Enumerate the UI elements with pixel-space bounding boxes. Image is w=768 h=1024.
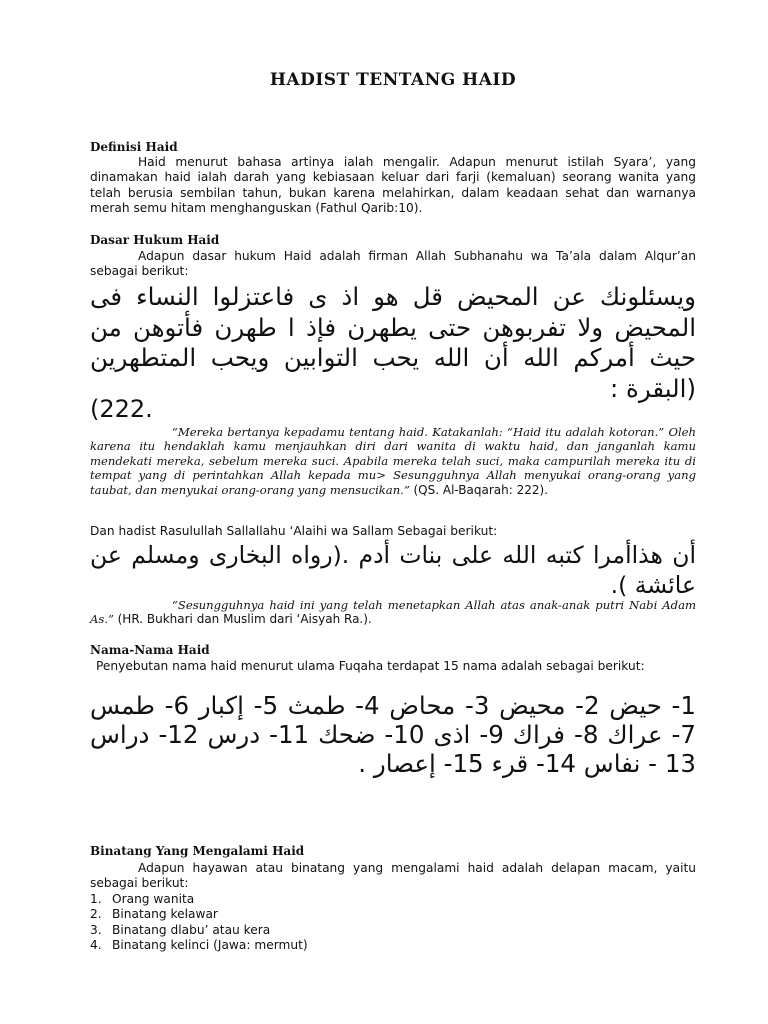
section-heading-nama-nama: Nama-Nama Haid [90, 643, 210, 657]
section-heading-definisi: Definisi Haid [90, 140, 178, 154]
list-item: 1. Orang wanita [90, 892, 195, 906]
list-item: 4. Binatang kelinci (Jawa: mermut) [90, 938, 308, 953]
quran-verse-number: (222. [90, 395, 153, 423]
section-heading-dasar-hukum: Dasar Hukum Haid [90, 233, 220, 247]
hadist-intro-paragraph: Dan hadist Rasulullah Sallallahu ‘Alaihi wa Sallam Sebagai berikut: [90, 524, 498, 538]
quran-reference: (QS. Al-Baqarah: 222). [413, 482, 549, 497]
list-item: 2. Binatang kelawar [90, 907, 218, 922]
hadist-translation-text: “Sesungguhnya haid ini yang telah menetapkan Allah atas anak-anak putri Nabi Adam As.” [90, 598, 696, 627]
quran-verse-arabic: ويسئلونك عن المحيض قل هو اذ ى فاعتزلوا النساء فى المحيض ولا تفربوهن حتى يطهرن فإذ ا طهرن فأتوهن من حيث أمركم الله أن الله يحب التوابين ويحب المتطهرين (البقرة : [90, 282, 696, 403]
section-heading-binatang: Binatang Yang Mengalami Haid [90, 844, 305, 858]
quran-translation-text: “Mereka bertanya kepadamu tentang haid. Katakanlah: “Haid itu adalah kotoran.” Oleh karena itu hendaklah kamu menjauhkan diri dari wanita di waktu haid, dan janganlah kamu mendekati mereka, sebelum mereka suci. Apabila mereka telah suci, maka campurilah mereka itu di tempat yang di perintahkan Allah kepada mu> Sesungguhnya Allah menyukai orang-orang yang taubat, dan menyukai orang-orang yang mensucikan.” [90, 425, 696, 497]
definisi-paragraph: Haid menurut bahasa artinya ialah mengalir. Adapun menurut istilah Syara’, yang dinamakan haid ialah darah yang kebiasaan keluar dari farji (kemaluan) seorang wanita yang telah berusia sembilan tahun, bukan karena melahirkan, dalam keadaan sehat dan warnanya merah semu hitam menghanguskan (Fathul Qarib:10). [90, 155, 696, 216]
binatang-list [90, 892, 696, 954]
hadist-translation [90, 598, 696, 627]
quran-translation [90, 425, 696, 497]
document-title: HADIST TENTANG HAID [269, 70, 517, 90]
list-item: 3. Binatang dlabu’ atau kera [90, 922, 271, 937]
hadist-reference: (HR. Bukhari dan Muslim dari ‘Aisyah Ra.). [117, 612, 372, 627]
dasar-intro-paragraph: Adapun dasar hukum Haid adalah firman Allah Subhanahu wa Ta’ala dalam Alqur’an sebagai berikut: [90, 249, 696, 279]
binatang-intro-paragraph: Adapun hayawan atau binatang yang mengalami haid adalah delapan macam, yaitu sebagai berikut: [90, 861, 696, 891]
haid-names-arabic: 1- حيض 2- محيض 3- محاض 4- طمث 5- إكبار 6- طمس 7- عراك 8- فراك 9- اذى 10- ضحك 11- درس 12- دراس 13 - نفاس 14- قرء 15- إعصار . [90, 691, 696, 778]
nama-intro-paragraph: Penyebutan nama haid menurut ulama Fuqaha terdapat 15 nama adalah sebagai berikut: [96, 659, 645, 673]
hadist-arabic: أن هذاأمرا كتبه الله على بنات أدم .(رواه البخارى ومسلم عن عائشة ). [90, 541, 696, 599]
